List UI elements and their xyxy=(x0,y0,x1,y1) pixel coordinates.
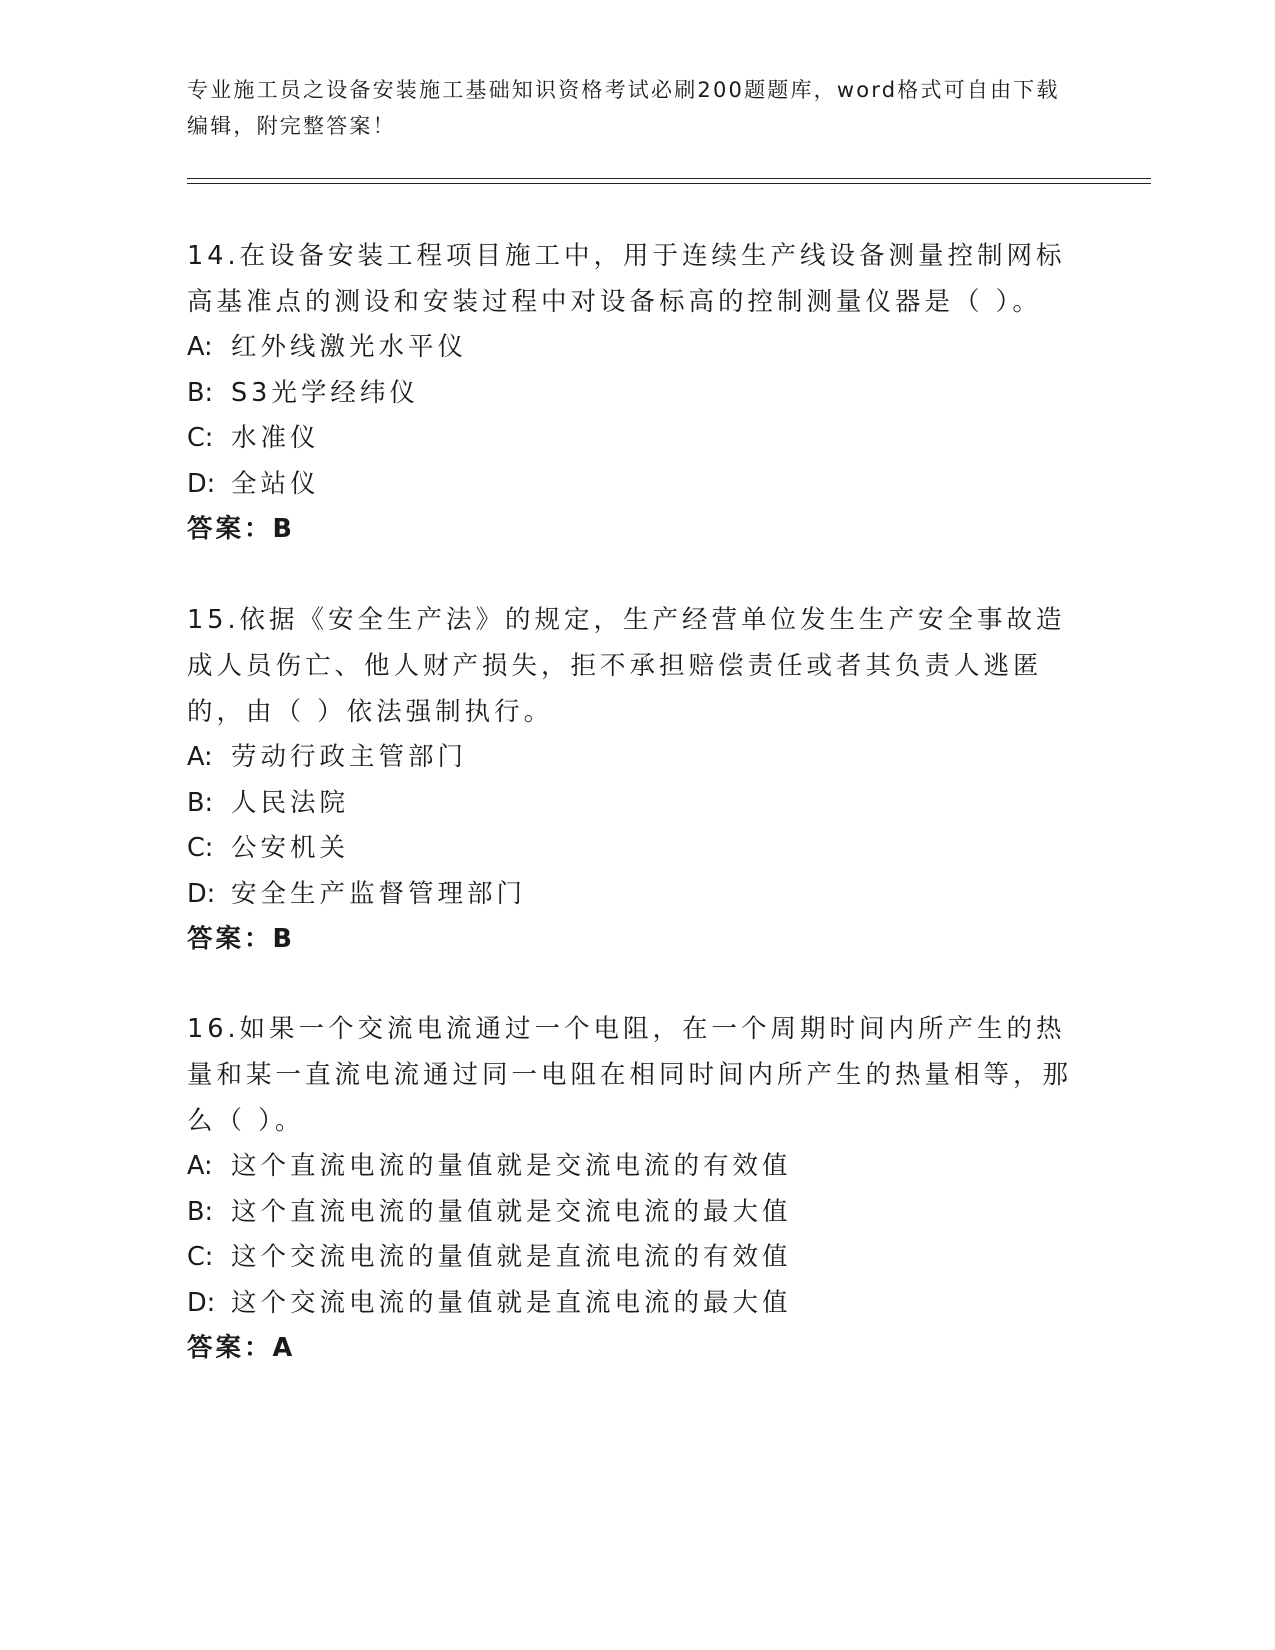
question-block xyxy=(187,597,1087,963)
answer-label: 答案： xyxy=(187,1333,273,1363)
option-letter: B: xyxy=(187,787,214,818)
option-text: 人民法院 xyxy=(231,787,350,818)
option-a xyxy=(187,735,1087,781)
option-text: 公安机关 xyxy=(231,833,350,863)
option-text: 红外线激光水平仪 xyxy=(231,332,468,362)
option-d xyxy=(187,462,1087,508)
option-letter: A: xyxy=(187,332,213,362)
option-text: S3光学经纬仪 xyxy=(231,377,419,408)
answer-line xyxy=(187,1326,1087,1372)
option-text: 全站仪 xyxy=(231,468,320,499)
option-a xyxy=(187,1144,1087,1190)
option-letter: A: xyxy=(187,742,213,772)
answer-value: B xyxy=(272,514,293,544)
option-letter: B: xyxy=(187,377,214,408)
question-block xyxy=(187,1006,1087,1372)
option-letter: C: xyxy=(187,833,214,863)
answer-value: A xyxy=(272,1333,294,1363)
header-divider-bottom xyxy=(187,183,1151,184)
answer-value: B xyxy=(272,924,293,954)
option-c xyxy=(187,826,1087,872)
option-text: 这个交流电流的量值就是直流电流的最大值 xyxy=(231,1287,792,1318)
question-text: 14.在设备安装工程项目施工中，用于连续生产线设备测量控制网标高基准点的测设和安装过程中对设备标高的控制测量仪器是（ ）。 xyxy=(187,241,1066,317)
option-letter: D: xyxy=(187,1287,216,1318)
option-c xyxy=(187,416,1087,462)
option-letter: B: xyxy=(187,1196,214,1227)
question-text: 15.依据《安全生产法》的规定，生产经营单位发生生产安全事故造成人员伤亡、他人财产损失，拒不承担赔偿责任或者其负责人逃匿的，由（ ）依法强制执行。 xyxy=(187,605,1066,727)
option-d xyxy=(187,1281,1087,1327)
option-b xyxy=(187,371,1087,417)
option-text: 水准仪 xyxy=(231,423,320,453)
option-a xyxy=(187,325,1087,371)
option-letter: D: xyxy=(187,468,216,499)
question-text: 16.如果一个交流电流通过一个电阻，在一个周期时间内所产生的热量和某一直流电流通过同一电阻在相同时间内所产生的热量相等，那么（ ）。 xyxy=(187,1014,1073,1136)
document-header: 专业施工员之设备安装施工基础知识资格考试必刷200题题库，word格式可自由下载编辑，附完整答案！ xyxy=(187,78,1060,138)
option-letter: C: xyxy=(187,423,214,453)
answer-line xyxy=(187,507,1087,553)
option-letter: A: xyxy=(187,1151,213,1181)
option-text: 这个直流电流的量值就是交流电流的最大值 xyxy=(231,1196,792,1227)
option-text: 这个直流电流的量值就是交流电流的有效值 xyxy=(231,1151,792,1181)
answer-label: 答案： xyxy=(187,924,273,954)
option-letter: D: xyxy=(187,878,216,909)
header-divider-top xyxy=(187,178,1151,179)
option-letter: C: xyxy=(187,1242,214,1272)
option-text: 这个交流电流的量值就是直流电流的有效值 xyxy=(231,1242,792,1272)
option-text: 劳动行政主管部门 xyxy=(231,742,468,772)
answer-label: 答案： xyxy=(187,514,273,544)
option-b xyxy=(187,1190,1087,1236)
option-b xyxy=(187,781,1087,827)
question-block xyxy=(187,233,1087,553)
option-c xyxy=(187,1235,1087,1281)
option-text: 安全生产监督管理部门 xyxy=(231,878,527,909)
answer-line xyxy=(187,917,1087,963)
option-d xyxy=(187,872,1087,918)
